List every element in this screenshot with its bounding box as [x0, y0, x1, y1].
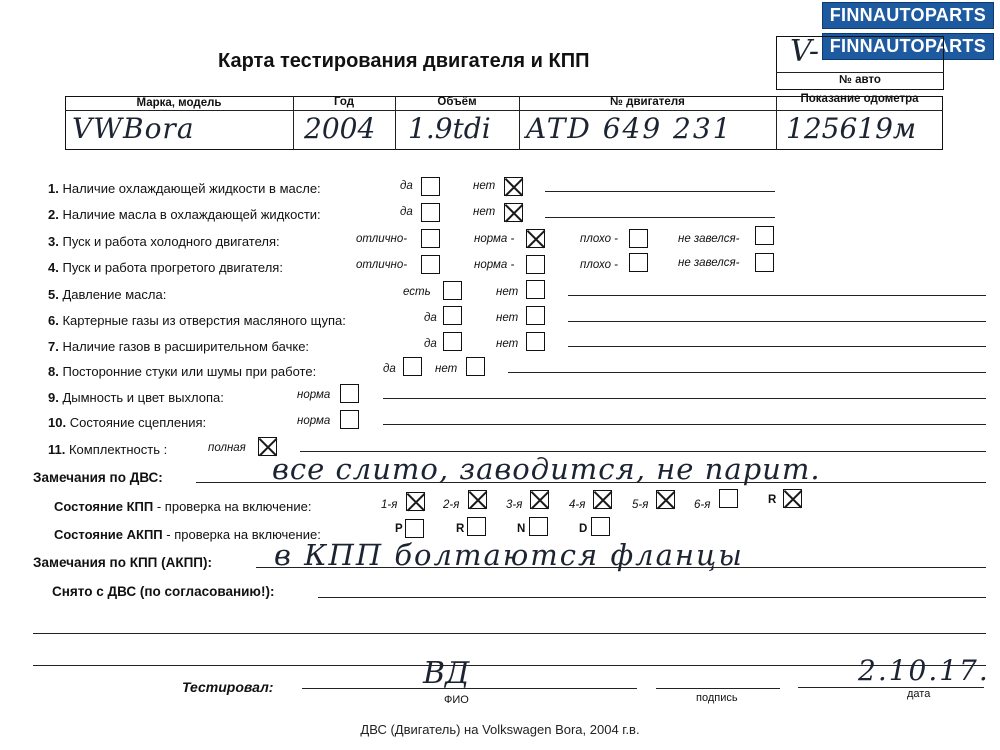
option-norm: норма — [297, 415, 331, 427]
gearbox-remarks-text: в КПП болтаются фланцы — [274, 538, 744, 572]
tested-by-label: Тестировал: — [182, 679, 274, 695]
checkbox-gear-2[interactable] — [468, 490, 487, 509]
question-1: 1. Наличие охлаждающей жидкости в масле: — [48, 181, 321, 196]
checkbox-q2-yes[interactable] — [421, 203, 440, 222]
note-line — [545, 191, 775, 192]
checkbox-q5-exists[interactable] — [443, 281, 462, 300]
note-line — [383, 398, 986, 399]
checkbox-gear-5[interactable] — [656, 490, 675, 509]
option-norm: норма — [297, 389, 331, 401]
question-8: 8. Посторонние стуки или шумы при работе: — [48, 364, 317, 379]
form-title: Карта тестирования двигателя и КПП — [218, 50, 590, 72]
value-make-model: VWBora — [72, 112, 195, 145]
auto-state-row: Состояние АКПП - проверка на включение: — [54, 527, 321, 542]
value-engine-no: ATD 649 231 — [526, 112, 733, 145]
date-line — [798, 687, 984, 688]
checkbox-q1-no[interactable] — [504, 177, 523, 196]
checkbox-q1-yes[interactable] — [421, 177, 440, 196]
car-number-label: № авто — [839, 74, 881, 86]
checkbox-q3-excellent[interactable] — [421, 229, 440, 248]
auto-d-label: D — [579, 523, 588, 535]
option-no-start: не завелся- — [678, 257, 740, 269]
gearbox-state-row: Состояние КПП - проверка на включение: — [54, 499, 312, 514]
checkbox-auto-d[interactable] — [591, 517, 610, 536]
checkbox-gear-6[interactable] — [719, 489, 738, 508]
gear-r-label: R — [768, 494, 777, 506]
checkbox-q3-normal[interactable] — [526, 229, 545, 248]
gear-4-label: 4-я — [569, 499, 586, 511]
gearbox-remarks-label: Замечания по КПП (АКПП): — [33, 555, 212, 570]
question-10: 10. Состояние сцепления: — [48, 415, 207, 430]
checkbox-auto-r[interactable] — [467, 517, 486, 536]
removed-line — [318, 597, 986, 598]
date-caption: дата — [907, 688, 931, 700]
checkbox-q5-no[interactable] — [526, 280, 545, 299]
checkbox-gear-1[interactable] — [406, 492, 425, 511]
image-caption: ДВС (Двигатель) на Volkswagen Bora, 2004 г.в. — [360, 722, 640, 737]
checkbox-q4-excellent[interactable] — [421, 255, 440, 274]
removed-label: Снято с ДВС (по согласованию!): — [52, 584, 275, 599]
watermark-line2: FINNAUTOPARTS — [822, 33, 994, 60]
checkbox-q2-no[interactable] — [504, 203, 523, 222]
header-engine-no: № двигателя — [610, 96, 685, 108]
question-4: 4. Пуск и работа прогретого двигателя: — [48, 260, 283, 275]
note-line — [508, 372, 986, 373]
checkbox-q7-no[interactable] — [526, 332, 545, 351]
gear-5-label: 5-я — [632, 499, 649, 511]
option-yes: да — [400, 206, 413, 218]
question-2: 2. Наличие масла в охлаждающей жидкости: — [48, 207, 321, 222]
option-no-start: не завелся- — [678, 233, 740, 245]
car-number-divider — [776, 72, 944, 73]
checkbox-q3-no-start[interactable] — [755, 226, 774, 245]
checkbox-q4-bad[interactable] — [629, 253, 648, 272]
note-line — [568, 346, 986, 347]
note-line — [383, 424, 986, 425]
checkbox-q9-norm[interactable] — [340, 384, 359, 403]
option-bad: плохо - — [580, 259, 618, 271]
option-normal: норма - — [474, 259, 515, 271]
auto-n-label: N — [517, 523, 526, 535]
option-no: нет — [496, 286, 519, 298]
option-exists: есть — [403, 286, 431, 298]
table-header-divider — [65, 110, 943, 111]
fio-caption: ФИО — [444, 694, 469, 706]
checkbox-q7-yes[interactable] — [443, 332, 462, 351]
extra-line — [33, 665, 986, 666]
option-yes: да — [424, 338, 437, 350]
checkbox-q6-no[interactable] — [526, 306, 545, 325]
checkbox-auto-n[interactable] — [529, 517, 548, 536]
value-volume: 1.9tdi — [408, 112, 491, 145]
option-no: нет — [435, 363, 458, 375]
engine-remarks-label: Замечания по ДВС: — [33, 470, 163, 485]
auto-r-label: R — [456, 523, 465, 535]
fio-line — [302, 688, 637, 689]
checkbox-auto-p[interactable] — [405, 519, 424, 538]
option-no: нет — [496, 338, 519, 350]
question-3: 3. Пуск и работа холодного двигателя: — [48, 234, 280, 249]
gear-6-label: 6-я — [694, 499, 711, 511]
note-line — [568, 321, 986, 322]
header-volume: Объём — [437, 96, 477, 108]
header-make-model: Марка, модель — [136, 97, 222, 109]
option-yes: да — [424, 312, 437, 324]
option-no: нет — [473, 180, 496, 192]
car-code-handwritten: V- — [790, 34, 820, 69]
checkbox-q8-yes[interactable] — [403, 357, 422, 376]
signature-line — [656, 688, 780, 689]
watermark-line1: FINNAUTOPARTS — [822, 2, 994, 29]
header-odometer: Показание одометра — [800, 93, 919, 105]
checkbox-q10-norm[interactable] — [340, 410, 359, 429]
question-9: 9. Дымность и цвет выхлопа: — [48, 390, 224, 405]
checkbox-q8-no[interactable] — [466, 357, 485, 376]
question-5: 5. Давление масла: — [48, 287, 167, 302]
value-odometer: 125619м — [786, 112, 917, 145]
option-no: нет — [473, 206, 496, 218]
option-excellent: отлично- — [356, 233, 408, 245]
option-normal: норма - — [474, 233, 515, 245]
option-yes: да — [400, 180, 413, 192]
signature-caption: подпись — [696, 692, 738, 704]
signature-handwritten: ВД — [423, 656, 470, 691]
question-6: 6. Картерные газы из отверстия масляного щупа: — [48, 313, 346, 328]
gear-2-label: 2-я — [443, 499, 460, 511]
note-line — [545, 217, 775, 218]
note-line — [568, 295, 986, 296]
option-bad: плохо - — [580, 233, 618, 245]
option-no: нет — [496, 312, 519, 324]
engine-remarks-text: все слито, заводится, не парит. — [272, 452, 821, 486]
header-year: Год — [333, 96, 355, 108]
question-11: 11. Комплектность : — [48, 442, 168, 457]
extra-line — [33, 633, 986, 634]
option-yes: да — [383, 363, 396, 375]
checkbox-q4-no-start[interactable] — [755, 253, 774, 272]
checkbox-gear-3[interactable] — [530, 490, 549, 509]
value-year: 2004 — [304, 112, 376, 145]
date-handwritten: 2.10.17. — [858, 654, 990, 687]
checkbox-q3-bad[interactable] — [629, 229, 648, 248]
checkbox-q4-normal[interactable] — [526, 255, 545, 274]
checkbox-gear-4[interactable] — [593, 490, 612, 509]
question-7: 7. Наличие газов в расширительном бачке: — [48, 339, 310, 354]
gear-3-label: 3-я — [506, 499, 523, 511]
option-excellent: отлично- — [356, 259, 408, 271]
auto-p-label: P — [395, 523, 403, 535]
option-full: полная — [208, 442, 246, 454]
checkbox-q6-yes[interactable] — [443, 306, 462, 325]
checkbox-gear-r[interactable] — [783, 489, 802, 508]
gear-1-label: 1-я — [381, 499, 398, 511]
